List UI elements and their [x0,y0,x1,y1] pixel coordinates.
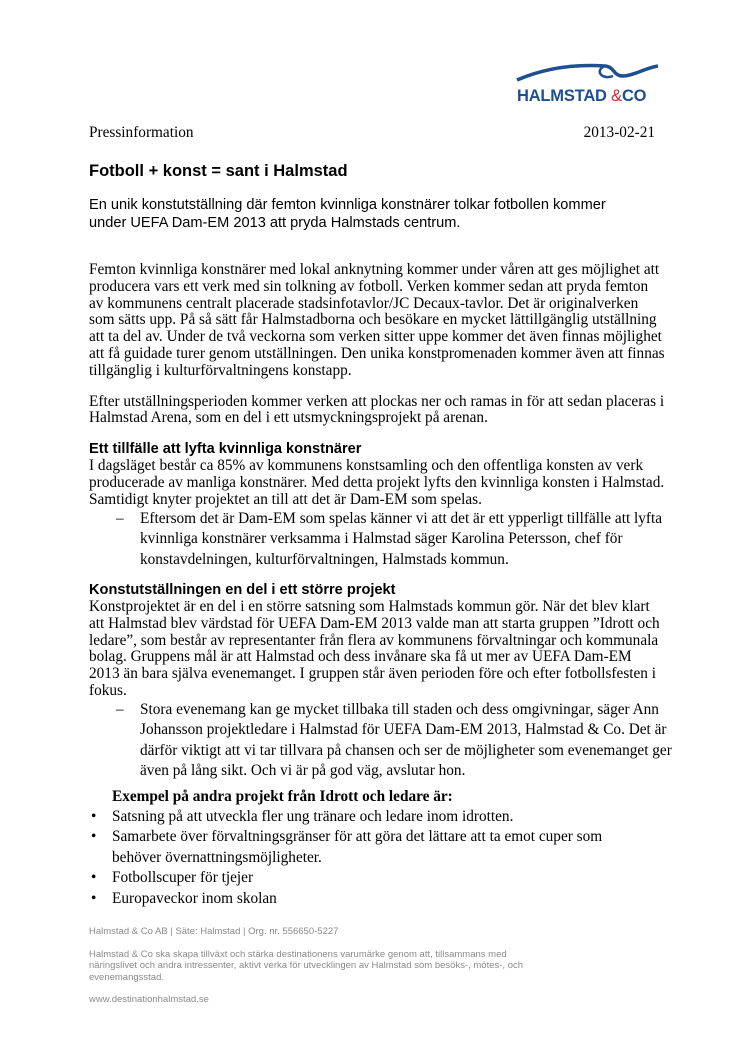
quote-line: även på lång sikt. Och vi är på god väg, avslutar hon. [140,762,466,780]
text-line: bolag. Gruppens mål är att Halmstad och dess invånare ska få ut mer av UEFA Dam-EM [89,648,632,666]
lead-paragraph [89,196,606,232]
paragraph-1 [89,262,669,380]
document-date: 2013-02-21 [583,124,655,141]
lead-line: En unik konstutställning där femton kvinnliga konstnärer tolkar fotbollen kommer [89,197,606,213]
footer [89,926,523,1006]
text-line: 2013 än bara själva evenemanget. I gruppen står även perioden före och efter fotbollsfesten i [89,665,657,683]
list-item-text: behöver övernattningsmöjligheter. [112,848,322,866]
quote-block [116,509,669,571]
text-line: att ta del av. Under de två veckorna som verken sitter uppe kommer det även finnas möjlighet [89,328,662,346]
section-heading: Konstutställningen en del i ett större projekt [89,582,396,599]
text-line: producera vars ett verk med sin tolkning av fotboll. Verken kommer sedan att pryda femton [89,277,649,295]
list-item-text: Europaveckor inom skolan [112,889,277,907]
examples-heading: Exempel på andra projekt från Idrott och ledare är: [112,787,453,805]
footer-website-link[interactable]: www.destinationhalmstad.se [89,994,209,1005]
bullet-icon: • [91,807,97,825]
text-line: fokus. [89,682,127,700]
wave-logo-icon [515,58,660,88]
text-line: att Halmstad blev värdstad för UEFA Dam-EM 2013 valde man att starta gruppen ”Idrott och [89,614,660,632]
logo-text-co: CO [621,87,647,105]
list-item [89,889,669,910]
footer-mission-line: Halmstad & Co ska skapa tillväxt och stärka destinationens varumärke genom att, tillsammans med [89,948,507,960]
list-item [89,868,669,889]
halmstad-co-logo [515,58,660,108]
list-item-text: Satsning på att utveckla fler ung tränare och ledare inom idrotten. [112,807,514,825]
text-line: Konstprojektet är en del i en större satsning som Halmstads kommun gör. När det blev klart [89,598,650,616]
text-line: Femton kvinnliga konstnärer med lokal anknytning kommer under våren att ges möjlighet att [89,261,660,278]
logo-text-main: HALMSTAD [517,87,607,105]
list-item-text: Fotbollscuper för tjejer [112,869,254,887]
paragraph-2 [89,394,669,428]
text-line: av kommunens centralt placerade stadsinfotavlor/JC Decaux-tavlor. Det är originalverken [89,294,639,312]
footer-mission-line: näringslivet och andra intressenter, aktivt verka för utvecklingen av Halmstad som besöks-, mötes-, och [89,960,524,971]
list-item-text: Samarbete över förvaltningsgränser för att göra det lättare att ta emot cuper som [112,828,603,846]
quote-line: konstavdelningen, kulturförvaltningen, Halmstads kommun. [140,550,509,568]
quote-line: därför viktigt att vi tar tillvara på chansen och ser de möjligheter som evenemanget ger [140,741,672,759]
lead-line: under UEFA Dam-EM 2013 att pryda Halmstads centrum. [89,215,461,231]
bullet-icon: • [91,869,97,887]
bullet-icon: • [91,889,97,907]
list-item [89,807,669,828]
dash-marker: – [116,700,124,718]
quote-block [116,700,672,782]
section1-body [89,458,669,508]
quote-line: Stora evenemang kan ge mycket tillbaka till staden och dess omgivningar, säger Ann [140,700,659,718]
footer-company-info: Halmstad & Co AB | Säte: Halmstad | Org. nr. 556650-5227 [89,926,339,937]
text-line: Halmstad Arena, som en del i ett utsmyckningsprojekt på arenan. [89,409,488,427]
text-line: ledare”, som består av representanter från flera av kommunens förvaltningar och kommunala [89,631,659,649]
logo-ampersand: & [611,87,622,105]
dash-marker: – [116,509,124,527]
page-title: Fotboll + konst = sant i Halmstad [89,162,348,180]
document-type-label: Pressinformation [89,124,194,141]
quote-line: Johansson projektledare i Halmstad för UEFA Dam-EM 2013, Halmstad & Co. Det är [140,721,667,739]
footer-mission-line: evenemangsstad. [89,971,164,983]
text-line: som sätts upp. På så sätt får Halmstadborna och besökare en mycket lättillgänglig utställning [89,311,657,329]
text-line: tillgänglig i kulturförvaltningens konstapp. [89,361,352,379]
quote-line: Eftersom det är Dam-EM som spelas känner vi att det är ett ypperligt tillfälle att lyfta [140,509,663,527]
text-line: producerade av manliga konstnärer. Med detta projekt lyfts den kvinnliga konsten i Halmstad. [89,473,665,491]
text-line: I dagsläget består ca 85% av kommunens konstsamling och den offentliga konsten av verk [89,457,644,475]
bullet-icon: • [91,828,97,846]
examples-list [89,807,669,910]
quote-line: kvinnliga konstnärer verksamma i Halmstad säger Karolina Petersson, chef för [140,530,623,548]
section-heading: Ett tillfälle att lyfta kvinnliga konstnärer [89,441,362,458]
text-line: Samtidigt knyter projektet an till att det är Dam-EM som spelas. [89,490,482,508]
text-line: Efter utställningsperioden kommer verken att plockas ner och ramas in för att sedan placeras i [89,392,665,410]
text-line: att få guidade turer genom utställningen. Den unika konstpromenaden kommer även att finnas [89,344,665,362]
section2-body [89,599,669,700]
list-item [89,827,669,868]
